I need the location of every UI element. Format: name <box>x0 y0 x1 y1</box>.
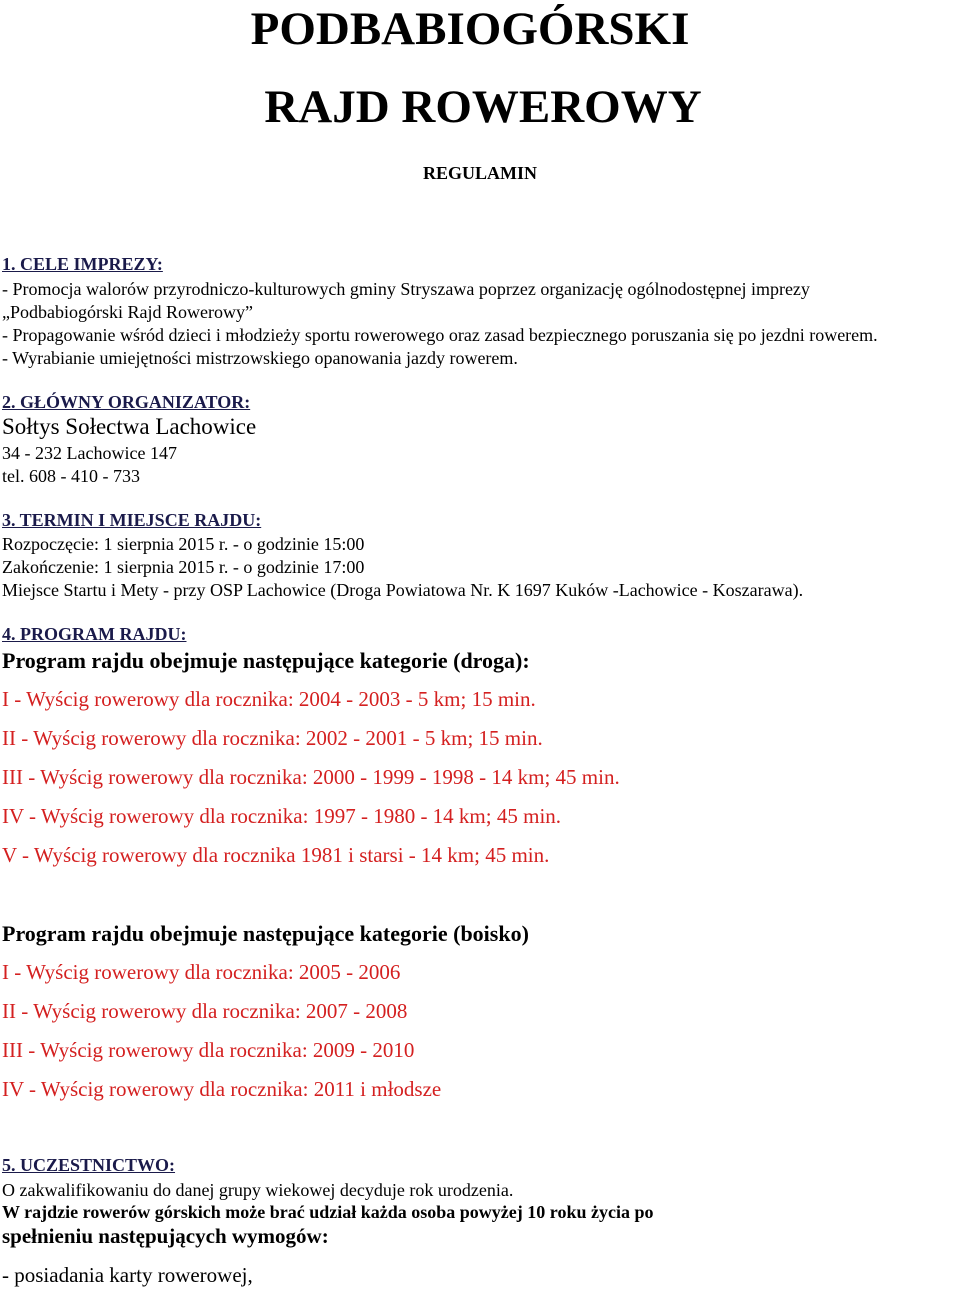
participation-line: O zakwalifikowaniu do danej grupy wiekowej decyduje rok urodzenia. <box>2 1180 514 1200</box>
section-1-line: - Wyrabianie umiejętności mistrzowskiego opanowania jazdy rowerem. <box>2 348 518 368</box>
road-category-item: II - Wyścig rowerowy dla rocznika: 2002 - 2001 - 5 km; 15 min. <box>2 726 543 750</box>
section-2-heading: 2. GŁÓWNY ORGANIZATOR: <box>2 392 251 412</box>
field-category-item: IV - Wyścig rowerowy dla rocznika: 2011 i młodsze <box>2 1077 442 1101</box>
field-category-item: I - Wyścig rowerowy dla rocznika: 2005 - 2006 <box>2 960 401 984</box>
field-category-item: III - Wyścig rowerowy dla rocznika: 2009 - 2010 <box>2 1038 415 1062</box>
section-4-heading: 4. PROGRAM RAJDU: <box>2 624 187 644</box>
participation-line: W rajdzie rowerów górskich może brać udział każda osoba powyżej 10 roku życia po <box>2 1202 654 1222</box>
section-3-heading: 3. TERMIN I MIEJSCE RAJDU: <box>2 510 262 530</box>
event-start: Rozpoczęcie: 1 sierpnia 2015 r. - o godzinie 15:00 <box>2 534 365 554</box>
section-1-heading: 1. CELE IMPREZY: <box>2 254 163 274</box>
section-1-line: „Podbabiogórski Rajd Rowerowy” <box>2 302 253 322</box>
road-categories-title: Program rajdu obejmuje następujące kategorie (droga): <box>2 648 530 673</box>
participation-line: spełnieniu następujących wymogów: <box>2 1224 329 1248</box>
road-category-item: I - Wyścig rowerowy dla rocznika: 2004 - 2003 - 5 km; 15 min. <box>2 687 536 711</box>
road-category-item: III - Wyścig rowerowy dla rocznika: 2000 - 1999 - 1998 - 14 km; 45 min. <box>2 765 620 789</box>
organizer-phone: tel. 608 - 410 - 733 <box>2 466 140 486</box>
road-category-item: IV - Wyścig rowerowy dla rocznika: 1997 - 1980 - 14 km; 45 min. <box>2 804 562 828</box>
field-categories-title: Program rajdu obejmuje następujące kategorie (boisko) <box>2 921 529 946</box>
section-1-line: - Propagowanie wśród dzieci i młodzieży sportu rowerowego oraz zasad bezpiecznego poruszania się po jezdni rowerem. <box>2 325 878 345</box>
participation-line: - posiadania karty rowerowej, <box>2 1263 253 1287</box>
event-place: Miejsce Startu i Mety - przy OSP Lachowice (Droga Powiatowa Nr. K 1697 Kuków -Lachowice - Koszarawa). <box>2 580 804 600</box>
document-subtitle: REGULAMIN <box>422 163 537 183</box>
organizer-address: 34 - 232 Lachowice 147 <box>2 443 177 463</box>
organizer-name: Sołtys Sołectwa Lachowice <box>2 414 257 439</box>
section-5-heading: 5. UCZESTNICTWO: <box>2 1155 176 1175</box>
event-end: Zakończenie: 1 sierpnia 2015 r. - o godzinie 17:00 <box>2 557 365 577</box>
road-category-item: V - Wyścig rowerowy dla rocznika 1981 i starsi - 14 km; 45 min. <box>2 843 550 867</box>
document-title-line-1: PODBABIOGÓRSKI <box>250 3 690 55</box>
document-title-line-2: RAJD ROWEROWY <box>264 81 702 133</box>
section-1-line: - Promocja walorów przyrodniczo-kulturowych gminy Stryszawa poprzez organizację ogólnodostępnej imprezy <box>2 279 810 299</box>
field-category-item: II - Wyścig rowerowy dla rocznika: 2007 - 2008 <box>2 999 408 1023</box>
